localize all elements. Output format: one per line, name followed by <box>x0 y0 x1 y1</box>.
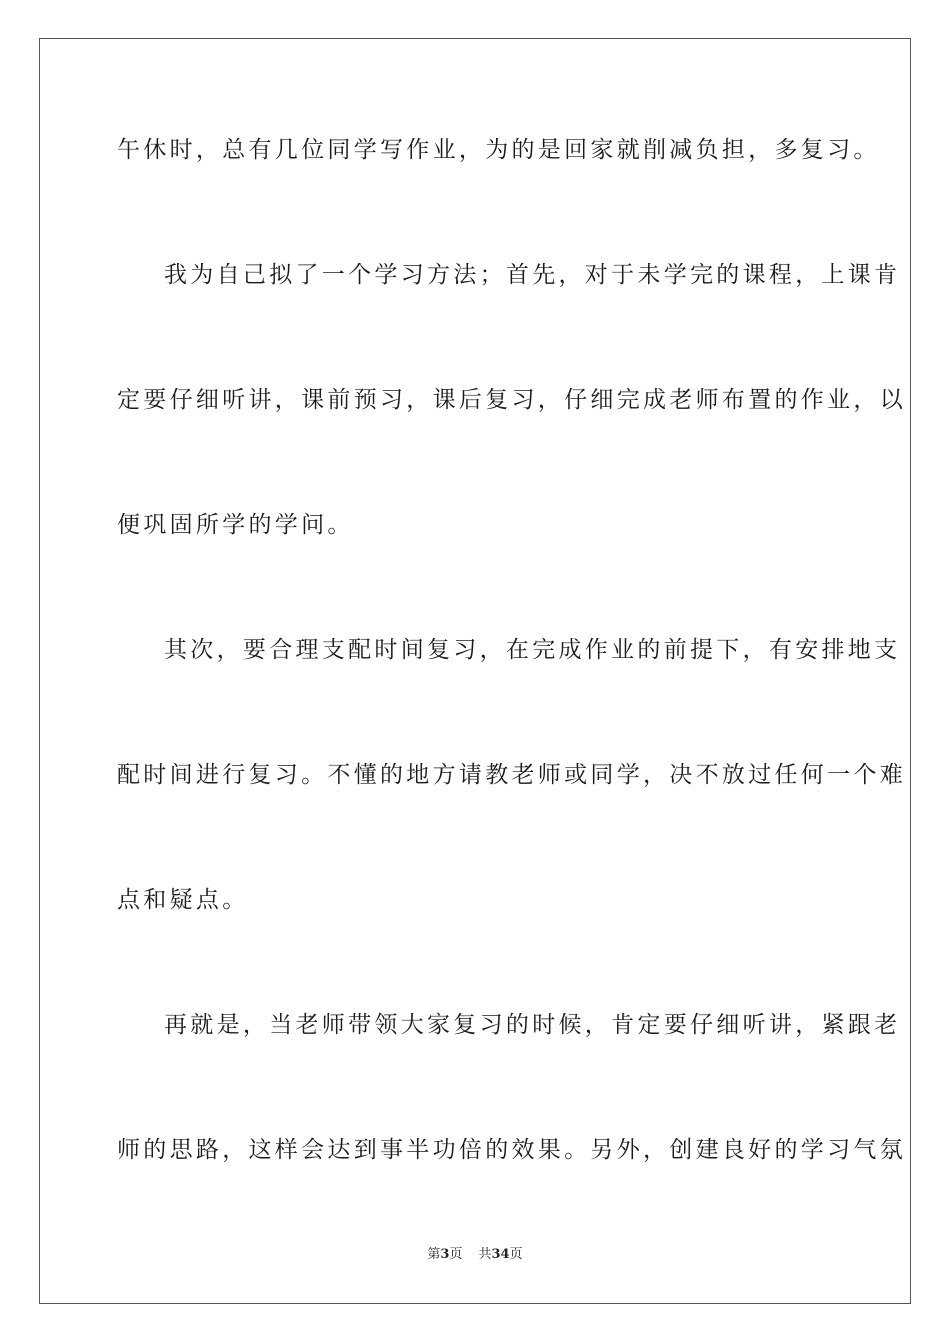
text-line-6: 配时间进行复习。不懂的地方请教老师或同学，决不放过任何一个难 <box>117 762 906 788</box>
text-line-8: 再就是，当老师带领大家复习的时候，肯定要仔细听讲，紧跟老 <box>164 1012 901 1038</box>
text-line-3: 定要仔细听讲，课前预习，课后复习，仔细完成老师布置的作业，以 <box>117 387 906 413</box>
page-label-prefix: 第 <box>427 1247 441 1262</box>
text-line-5: 其次，要合理支配时间复习，在完成作业的前提下，有安排地支 <box>164 637 901 663</box>
page-frame <box>39 38 911 1304</box>
text-line-9: 师的思路，这样会达到事半功倍的效果。另外，创建良好的学习气氛 <box>117 1137 906 1163</box>
text-line-4: 便巩固所学的学问。 <box>117 512 354 538</box>
total-label-prefix: 共 <box>478 1247 492 1262</box>
total-label-suffix: 页 <box>509 1247 523 1262</box>
total-pages: 34 <box>491 1247 510 1262</box>
text-line-1: 午休时，总有几位同学写作业，为的是回家就削减负担，多复习。 <box>117 137 880 163</box>
page-label-suffix: 页 <box>449 1247 463 1262</box>
text-line-2: 我为自己拟了一个学习方法；首先，对于未学完的课程，上课肯 <box>164 262 901 288</box>
page-footer <box>0 1247 950 1263</box>
text-line-7: 点和疑点。 <box>117 887 249 913</box>
page-number: 3 <box>440 1247 450 1262</box>
